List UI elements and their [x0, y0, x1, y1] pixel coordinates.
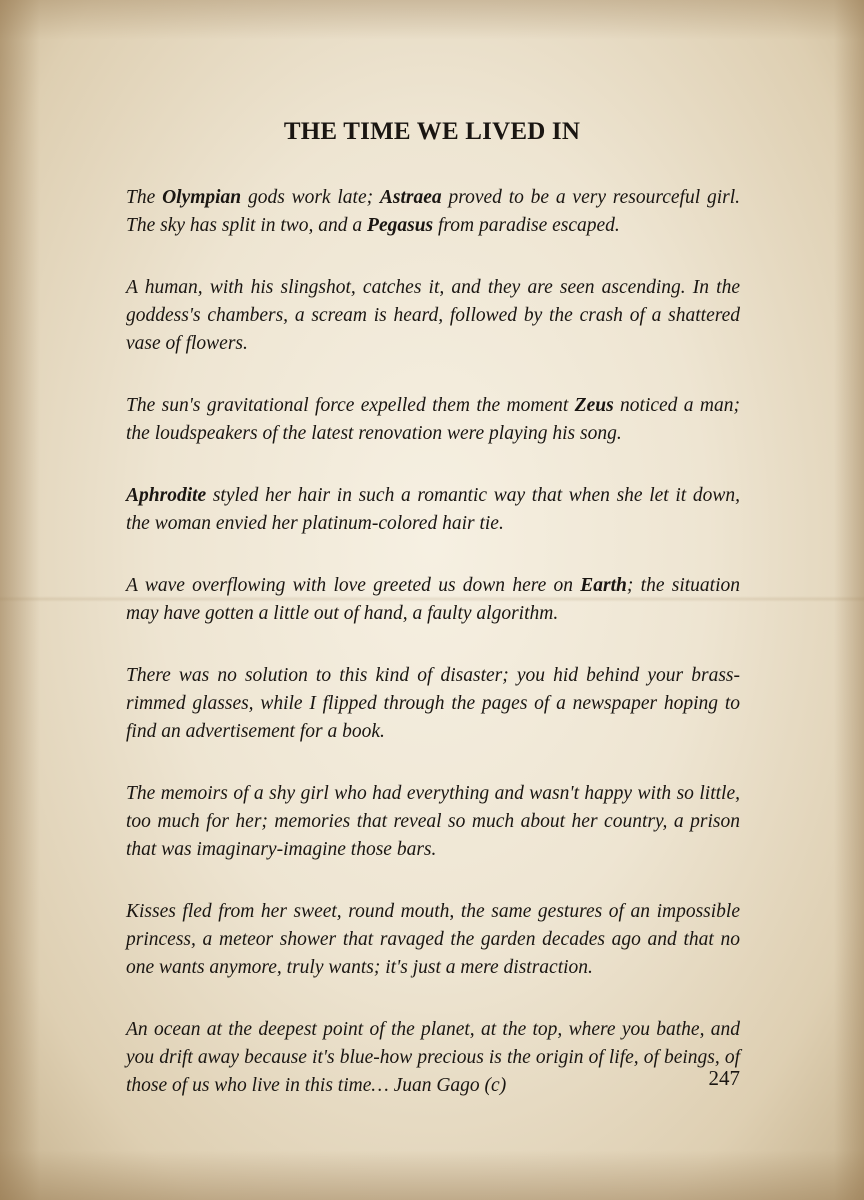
- paragraph: [126, 780, 740, 864]
- text-segment: A wave overflowing with love greeted us down here on: [126, 575, 581, 596]
- bold-name: Pegasus: [367, 215, 434, 236]
- text-segment: The: [126, 187, 163, 208]
- text-segment: ; the situation may have gotten a little out of hand, a faulty algorithm.: [126, 575, 740, 624]
- paragraph: [126, 898, 740, 982]
- paragraph: [126, 662, 740, 746]
- text-segment: There was no solution to this kind of disaster; you hid behind your brass-rimmed glasses, while I flipped through the pages of a newspaper hoping to find an advertisement for a book.: [126, 665, 740, 742]
- paragraph: [126, 274, 740, 358]
- paragraph: [126, 1016, 740, 1100]
- text-segment: styled her hair in such a romantic way that when she let it down, the woman envied her platinum-colored hair tie.: [126, 485, 740, 534]
- paragraph: [126, 392, 740, 448]
- text-segment: proved to be a very resourceful girl. The sky has split in two, and a: [126, 187, 740, 236]
- text-segment: noticed a man; the loudspeakers of the latest renovation were playing his song.: [126, 395, 740, 444]
- text-segment: from paradise escaped.: [433, 215, 620, 236]
- text-segment: The sun's gravitational force expelled them the moment: [126, 395, 575, 416]
- page-edge-shadow-bottom: [0, 1150, 864, 1200]
- text-segment: An ocean at the deepest point of the planet, at the top, where you bathe, and you drift away because it's blue-how precious is the origin of life, of beings, of those of us who live in this time… Juan Gago (c): [126, 1019, 740, 1096]
- page-number: 247: [708, 1066, 740, 1090]
- bold-name: Zeus: [574, 395, 614, 416]
- paragraph: [126, 572, 740, 628]
- paragraph: [126, 482, 740, 538]
- text-segment: The memoirs of a shy girl who had everything and wasn't happy with so little, too much for her; memories that reveal so much about her country, a prison that was imaginary-imagine those bars.: [126, 783, 740, 860]
- bold-name: Astraea: [379, 187, 442, 208]
- text-segment: A human, with his slingshot, catches it, and they are seen ascending. In the goddess's chambers, a scream is heard, followed by the crash of a shattered vase of flowers.: [126, 277, 740, 354]
- paragraph: [126, 184, 740, 240]
- text-segment: gods work late;: [241, 187, 380, 208]
- bold-name: Olympian: [162, 187, 242, 208]
- bold-name: Earth: [580, 575, 627, 596]
- page-title: THE TIME WE LIVED IN: [283, 118, 581, 145]
- poem-body: [126, 184, 740, 1134]
- page-edge-shadow-top: [0, 0, 864, 40]
- bold-name: Aphrodite: [126, 485, 207, 506]
- text-segment: Kisses fled from her sweet, round mouth, the same gestures of an impossible princess, a meteor shower that ravaged the garden decades ago and that no one wants anymore, truly wants; it's just a mere distraction.: [126, 901, 740, 978]
